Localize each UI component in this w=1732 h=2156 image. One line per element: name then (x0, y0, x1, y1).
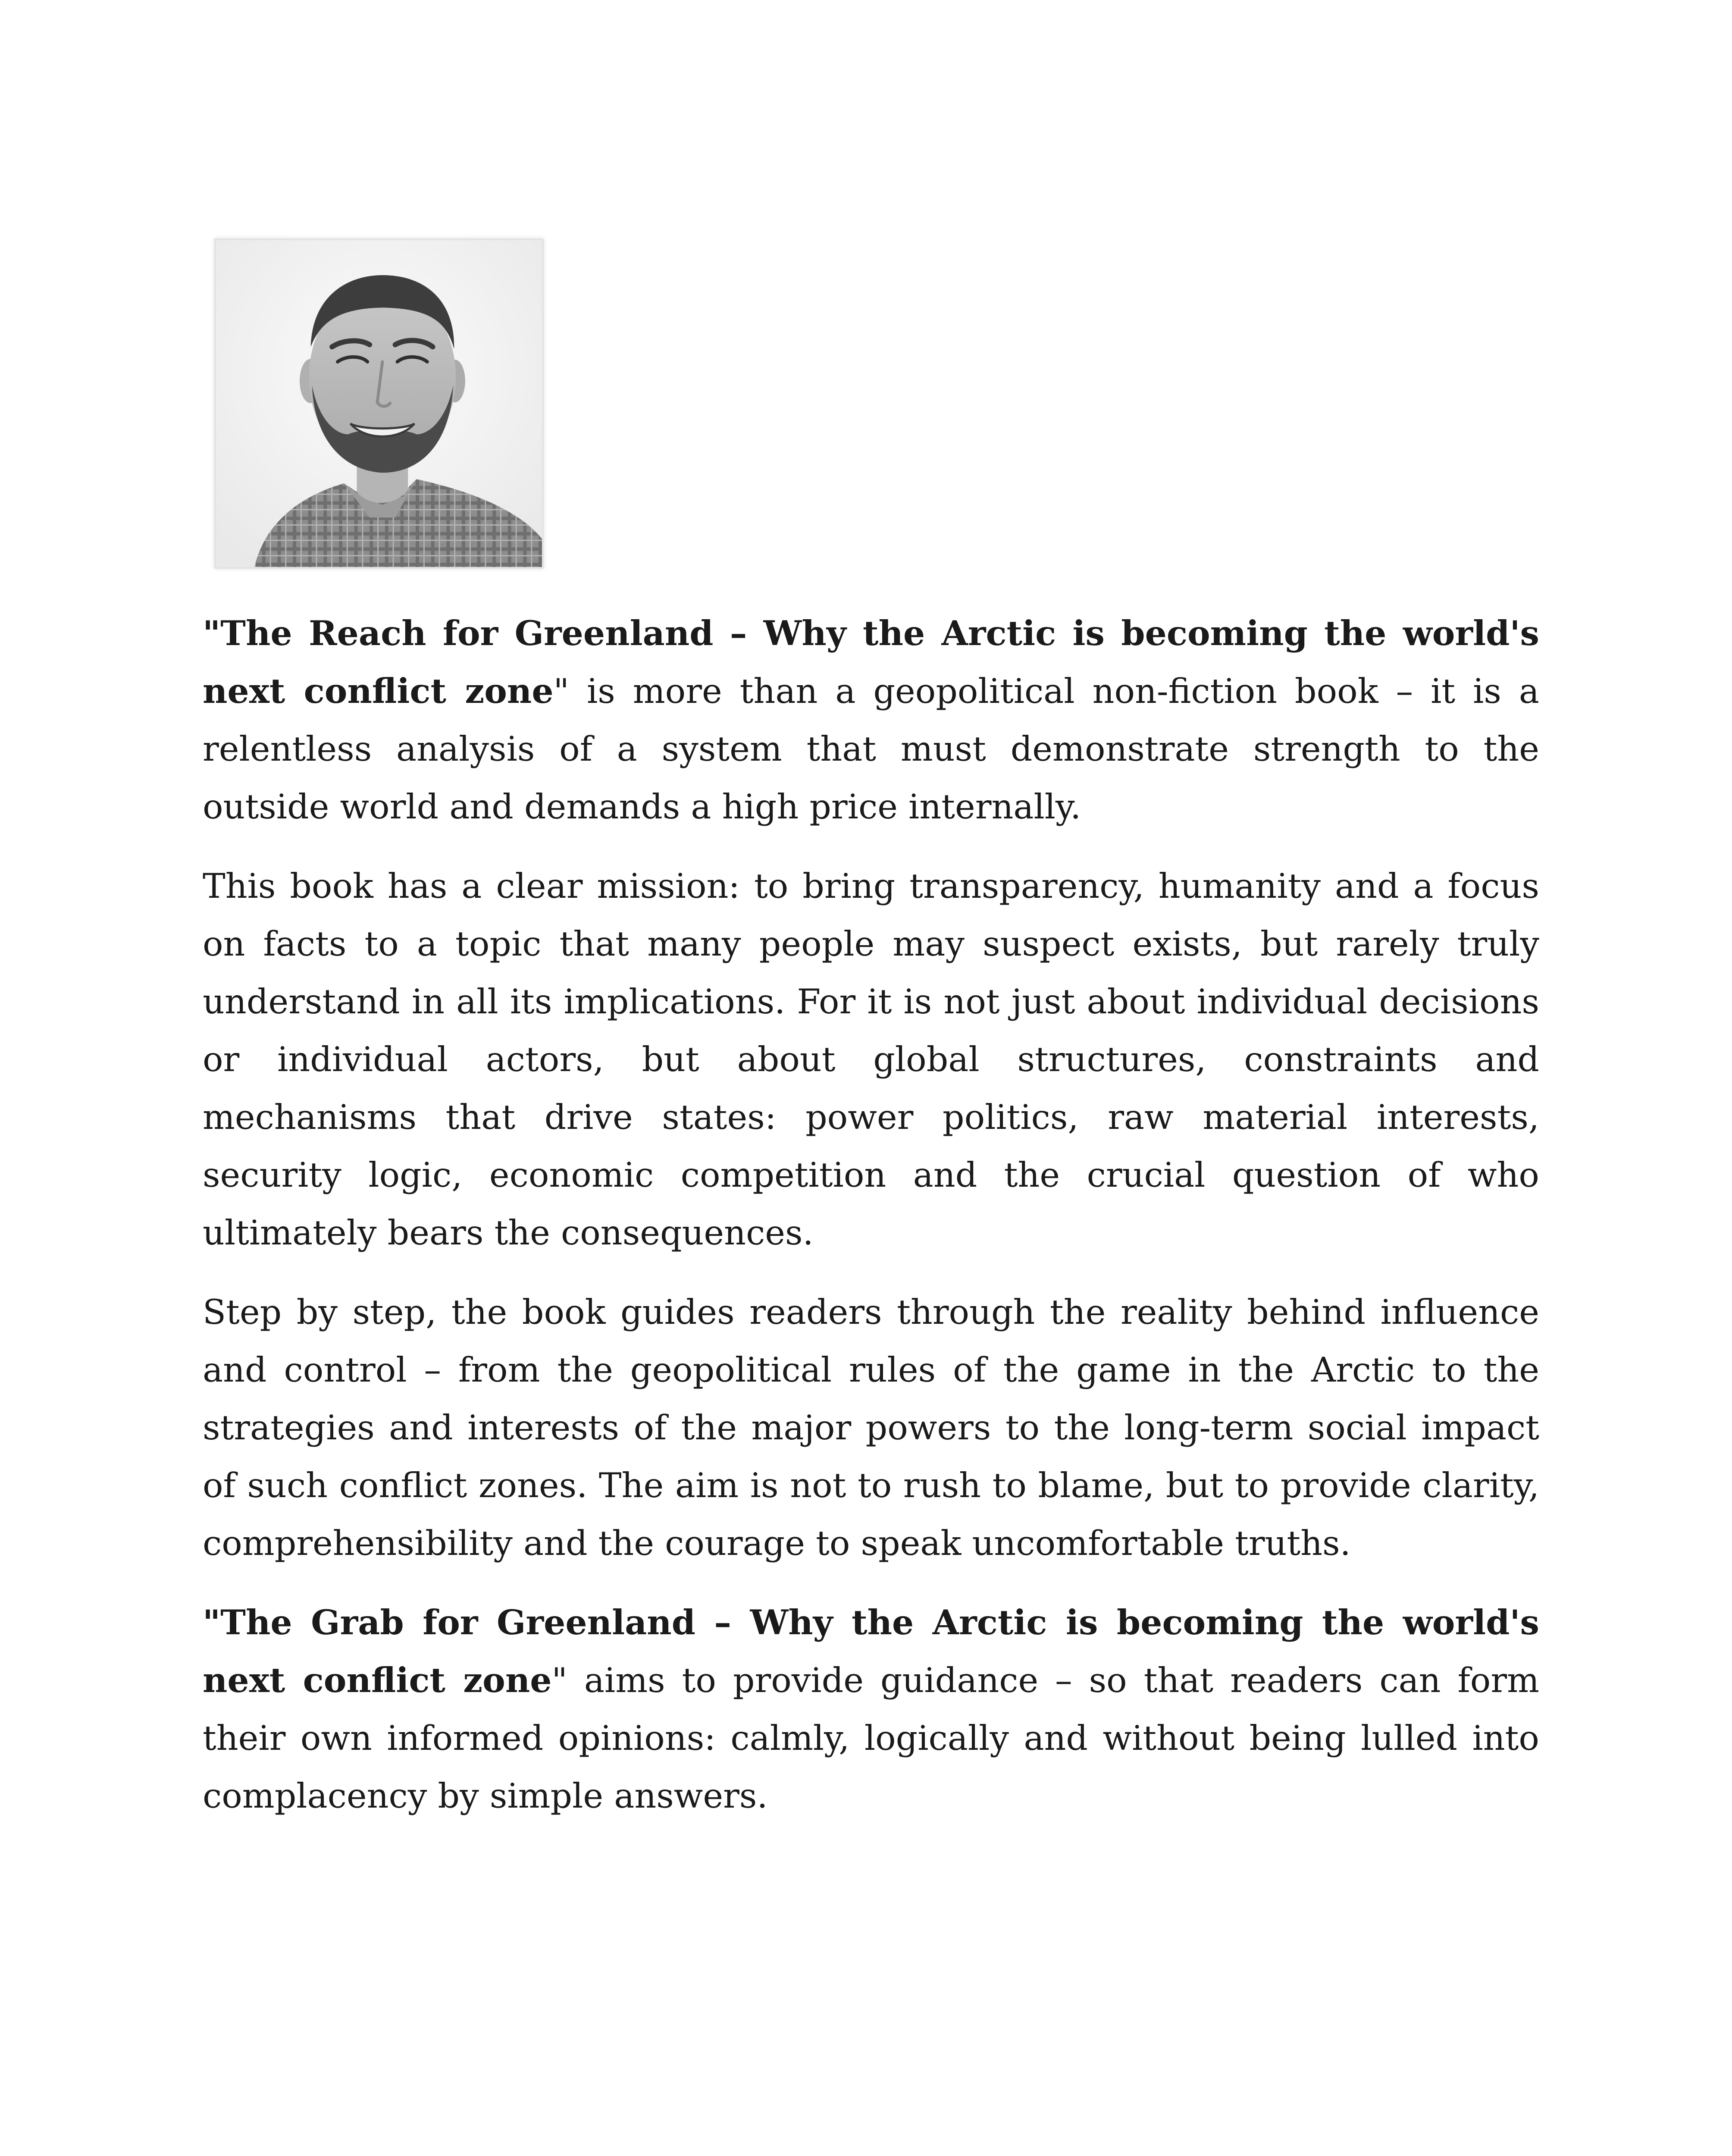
paragraph-closing-text: " aims to provide guidance – so that readers can form their own informed opinions: calmly, logically and without being lulled into complacency by simple answers. (203, 1661, 1539, 1816)
paragraph-mission: This book has a clear mission: to bring transparency, humanity and a focus on facts to a topic that many people may suspect exists, but rarely truly understand in all its implications. For it is not just about individual decisions or individual actors, but about global structures, constraints and mechanisms that drive states: power politics, raw material interests, security logic, economic competition and the crucial question of who ultimately bears the consequences. (203, 866, 1539, 1253)
paragraph-intro (203, 605, 1539, 836)
paragraph-closing (203, 1594, 1539, 1825)
paragraph-steps: Step by step, the book guides readers through the reality behind influence and control – from the geopolitical rules of the game in the Arctic to the strategies and interests of the major powers to the long-term social impact of such conflict zones. The aim is not to rush to blame, but to provide clarity, comprehensibility and the courage to speak uncomfortable truths. (203, 1292, 1539, 1563)
book-title-bold: "The Grab for Greenland – Why the Arctic is becoming the world's next conflict zone (203, 1602, 1539, 1700)
book-title-bold: "The Reach for Greenland – Why the Arctic is becoming the world's next conflict zone (203, 613, 1539, 711)
book-description (203, 605, 1539, 1846)
author-portrait-photo-icon (216, 240, 542, 567)
paragraph-intro-text: " is more than a geopolitical non-fiction book – it is a relentless analysis of a system that must demonstrate strength to the outside world and demands a high price internally. (203, 671, 1539, 827)
author-photo (214, 238, 544, 569)
